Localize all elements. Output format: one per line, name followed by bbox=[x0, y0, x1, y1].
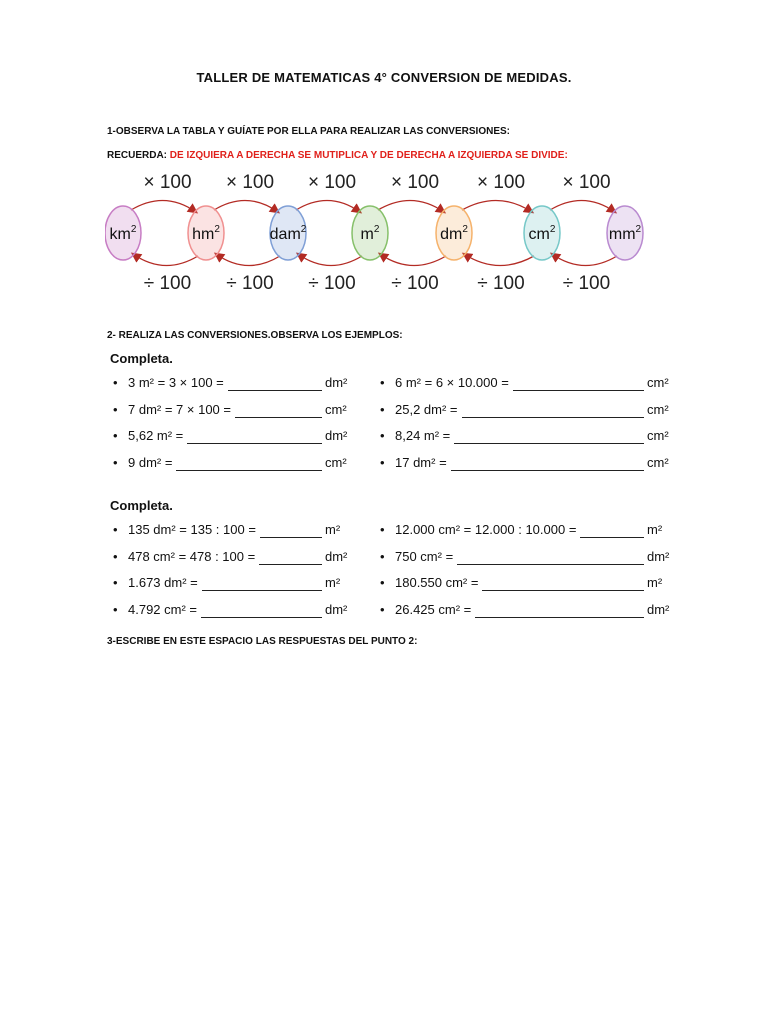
unit-bubble-dm bbox=[436, 206, 472, 260]
exercise-expression: 750 cm² = bbox=[395, 548, 454, 564]
exercise-expression: 478 cm² = 478 : 100 = bbox=[128, 548, 256, 564]
exercise-expression: 5,62 m² = bbox=[128, 428, 184, 443]
section-1-heading: 1-OBSERVA LA TABLA Y GUÍATE POR ELLA PARA REALIZAR LAS CONVERSIONES: bbox=[107, 126, 510, 137]
divide-arrow bbox=[464, 254, 534, 266]
divide-arrow bbox=[298, 254, 362, 266]
exercise-expression: 8,24 m² = bbox=[395, 428, 451, 443]
answer-blank[interactable] bbox=[228, 390, 322, 391]
exercise-expression: 7 dm² = 7 × 100 = bbox=[128, 401, 231, 417]
unit-conversion-diagram bbox=[105, 168, 650, 298]
answer-blank[interactable] bbox=[259, 564, 322, 565]
bullet: • bbox=[113, 522, 118, 537]
bullet: • bbox=[113, 428, 118, 443]
unit-label: cm² bbox=[647, 454, 669, 470]
exercise-expression: 3 m² = 3 × 100 = bbox=[128, 375, 224, 390]
completa-heading-1: Completa. bbox=[110, 351, 173, 366]
exercise-expression: 6 m² = 6 × 10.000 = bbox=[395, 375, 509, 390]
unit-label: m² bbox=[325, 575, 341, 590]
exercise-expression: 26.425 cm² = bbox=[395, 601, 472, 617]
unit-bubble-dam bbox=[270, 206, 307, 260]
multiply-arrow bbox=[131, 200, 196, 212]
bullet: • bbox=[113, 548, 118, 564]
bullet: • bbox=[380, 601, 385, 617]
exercise-expression: 12.000 cm² = 12.000 : 10.000 = bbox=[395, 522, 577, 537]
svg-text:m2: $m^2$ bbox=[360, 224, 380, 243]
unit-bubble-hm bbox=[188, 206, 224, 260]
unit-label: dm² bbox=[325, 601, 348, 617]
unit-label: dm² bbox=[325, 548, 348, 564]
answer-blank[interactable] bbox=[176, 470, 322, 471]
answer-blank[interactable] bbox=[260, 537, 322, 538]
multiply-arrow bbox=[462, 200, 532, 212]
divide-arrow bbox=[380, 254, 446, 266]
page-title: TALLER DE MATEMATICAS 4° CONVERSION DE MEDIDAS. bbox=[196, 70, 572, 85]
unit-label: cm² bbox=[325, 454, 347, 470]
unit-bubble-km bbox=[105, 206, 141, 260]
unit-label: cm² bbox=[647, 375, 669, 390]
answer-blank[interactable] bbox=[462, 417, 644, 418]
svg-text:mm2: $mm^2$ bbox=[608, 224, 642, 243]
bullet: • bbox=[113, 401, 118, 417]
bullet: • bbox=[113, 375, 118, 390]
bullet: • bbox=[380, 454, 385, 470]
divide-label: ÷ 100 bbox=[391, 273, 439, 294]
divide-label: ÷ 100 bbox=[308, 273, 356, 294]
bullet: • bbox=[380, 548, 385, 564]
unit-label: cm² bbox=[647, 428, 669, 443]
bullet: • bbox=[113, 454, 118, 470]
bullet: • bbox=[113, 601, 118, 617]
recuerda-label: RECUERDA: bbox=[107, 150, 170, 161]
svg-text:km2: $km^2$ bbox=[109, 224, 137, 243]
answer-blank[interactable] bbox=[580, 537, 644, 538]
svg-text:cm2: $cm^2$ bbox=[528, 224, 556, 243]
unit-label: m² bbox=[647, 575, 663, 590]
bullet: • bbox=[113, 575, 118, 590]
divide-label: ÷ 100 bbox=[143, 273, 192, 294]
unit-label: cm² bbox=[325, 401, 347, 417]
exercise-expression: 17 dm² = bbox=[395, 454, 447, 470]
unit-label: dm² bbox=[325, 428, 348, 443]
unit-bubble-mm bbox=[607, 206, 643, 260]
unit-bubble-cm bbox=[524, 206, 560, 260]
answer-blank[interactable] bbox=[454, 443, 644, 444]
exercise-expression: 9 dm² = bbox=[128, 454, 173, 470]
svg-text:dm2: $dm^2$ bbox=[440, 224, 468, 243]
divide-arrow bbox=[552, 254, 617, 266]
multiply-label: × 100 bbox=[307, 172, 357, 193]
svg-text:dam2: dam$^2$ bbox=[269, 224, 307, 243]
answer-blank[interactable] bbox=[513, 390, 644, 391]
answer-blank[interactable] bbox=[235, 417, 322, 418]
divide-label: ÷ 100 bbox=[562, 273, 611, 294]
completa-heading-2: Completa. bbox=[110, 498, 173, 513]
unit-label: dm² bbox=[647, 548, 670, 564]
multiply-arrow bbox=[214, 200, 278, 212]
unit-label: dm² bbox=[647, 601, 670, 617]
multiply-arrow bbox=[378, 200, 444, 212]
exercise-expression: 135 dm² = 135 : 100 = bbox=[128, 522, 256, 537]
multiply-arrow bbox=[296, 200, 360, 212]
divide-label: ÷ 100 bbox=[477, 273, 525, 294]
multiply-label: × 100 bbox=[562, 172, 611, 193]
exercise-expression: 4.792 cm² = bbox=[128, 601, 198, 617]
recuerda-note bbox=[107, 150, 568, 161]
recuerda-text: DE IZQUIERA A DERECHA SE MUTIPLICA Y DE DERECHA A IZQUIERDA SE DIVIDE: bbox=[169, 150, 568, 161]
section-3-heading: 3-ESCRIBE EN ESTE ESPACIO LAS RESPUESTAS DEL PUNTO 2: bbox=[107, 636, 418, 647]
section-2-heading: 2- REALIZA LAS CONVERSIONES.OBSERVA LOS EJEMPLOS: bbox=[107, 330, 403, 341]
unit-bubble-m bbox=[352, 206, 388, 260]
answer-blank[interactable] bbox=[202, 590, 322, 591]
divide-arrow bbox=[133, 254, 198, 266]
multiply-label: × 100 bbox=[476, 172, 526, 193]
bullet: • bbox=[380, 401, 385, 417]
answer-blank[interactable] bbox=[457, 564, 644, 565]
exercise-expression: 1.673 dm² = bbox=[128, 575, 198, 590]
unit-label: m² bbox=[325, 522, 341, 537]
answer-blank[interactable] bbox=[201, 617, 322, 618]
answer-blank[interactable] bbox=[475, 617, 644, 618]
multiply-arrow bbox=[550, 200, 615, 212]
svg-text:hm2: $hm^2$ bbox=[192, 224, 220, 243]
multiply-label: × 100 bbox=[390, 172, 440, 193]
unit-label: m² bbox=[647, 522, 663, 537]
bullet: • bbox=[380, 575, 385, 590]
unit-label: cm² bbox=[647, 401, 669, 417]
bullet: • bbox=[380, 428, 385, 443]
unit-label: dm² bbox=[325, 375, 348, 390]
answer-blank[interactable] bbox=[482, 590, 644, 591]
answer-blank[interactable] bbox=[451, 470, 644, 471]
multiply-label: × 100 bbox=[143, 172, 192, 193]
divide-arrow bbox=[216, 254, 280, 266]
multiply-label: × 100 bbox=[225, 172, 275, 193]
exercise-expression: 25,2 dm² = bbox=[395, 401, 458, 417]
bullet: • bbox=[380, 522, 385, 537]
bullet: • bbox=[380, 375, 385, 390]
exercise-expression: 180.550 cm² = bbox=[395, 575, 479, 590]
divide-label: ÷ 100 bbox=[226, 273, 274, 294]
answer-blank[interactable] bbox=[187, 443, 322, 444]
